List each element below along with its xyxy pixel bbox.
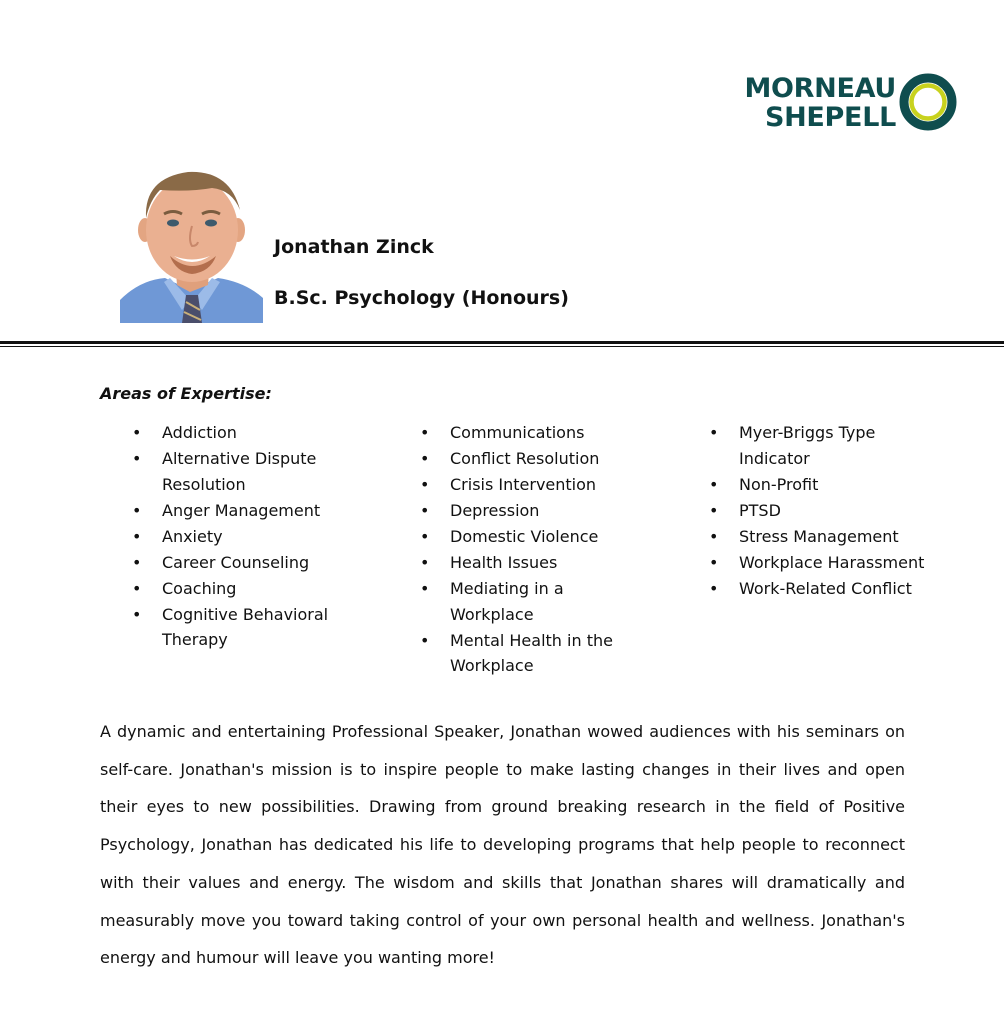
expertise-item <box>420 576 640 627</box>
bullet-icon: • <box>709 474 719 494</box>
expertise-item <box>420 498 640 524</box>
logo-wordmark <box>744 74 896 132</box>
bullet-icon: • <box>132 449 142 468</box>
bio-paragraph: A dynamic and entertaining Professional Speaker, Jonathan wowed audiences with his seminars on self-care. Jonathan's mission is to inspire people to make lasting changes in their lives and open their eyes to new possibilities. Drawing from ground breaking research in the field of Positive Psychology, Jonathan has dedicated his life to developing programs that help people to reconnect with their values and energy. The wisdom and skills that Jonathan shares will dramatically and measurably move you toward taking control of your own personal health and wellness. Jonathan's energy and humour will leave you wanting more! <box>100 722 905 968</box>
expertise-item-label: Health Issues <box>450 553 558 572</box>
expertise-item-label: Career Counseling <box>162 552 310 572</box>
expertise-item-label: Alternative Dispute Resolution <box>162 449 317 494</box>
bullet-icon: • <box>709 500 719 520</box>
expertise-column-1 <box>132 420 352 653</box>
bullet-icon: • <box>420 449 430 468</box>
bullet-icon: • <box>420 553 430 572</box>
expertise-item <box>420 446 640 472</box>
expertise-item-label: Anxiety <box>162 526 223 546</box>
bullet-icon: • <box>132 604 142 624</box>
expertise-item <box>709 524 929 550</box>
expertise-item <box>132 498 352 524</box>
expertise-item-label: PTSD <box>739 500 781 520</box>
bullet-icon: • <box>709 578 719 598</box>
expertise-item <box>132 550 352 576</box>
expertise-item-label: Myer-Briggs Type Indicator <box>739 423 876 468</box>
expertise-item <box>132 576 352 602</box>
profile-degree: B.Sc. Psychology (Honours) <box>274 287 569 309</box>
logo-ring-icon <box>898 72 958 132</box>
expertise-item <box>420 628 640 679</box>
expertise-item-label: Domestic Violence <box>450 527 599 546</box>
bullet-icon: • <box>709 526 719 546</box>
bullet-icon: • <box>132 552 142 572</box>
expertise-column-3 <box>709 420 929 602</box>
expertise-item <box>420 524 640 550</box>
expertise-item <box>132 446 352 497</box>
logo-line-2: SHEPELL <box>764 102 896 133</box>
expertise-item-label: Anger Management <box>162 500 321 520</box>
expertise-item-label: Crisis Intervention <box>450 475 597 494</box>
bullet-icon: • <box>709 552 719 572</box>
bullet-icon: • <box>132 578 142 598</box>
bullet-icon: • <box>420 501 430 520</box>
bullet-icon: • <box>420 475 430 494</box>
expertise-heading: Areas of Expertise: <box>100 384 272 403</box>
bullet-icon: • <box>132 423 142 442</box>
bullet-icon: • <box>420 527 430 546</box>
expertise-item <box>709 498 929 524</box>
bullet-icon: • <box>709 423 719 442</box>
profile-name: Jonathan Zinck <box>274 236 434 258</box>
expertise-item <box>420 472 640 498</box>
expertise-item-label: Addiction <box>162 423 237 442</box>
header-divider-thick <box>0 341 1004 344</box>
expertise-item <box>132 524 352 550</box>
expertise-item-label: Conflict Resolution <box>450 449 600 468</box>
expertise-item-label: Non-Profit <box>739 474 819 494</box>
expertise-item-label: Mediating in a Workplace <box>450 579 564 624</box>
header-divider-thin <box>0 346 1004 347</box>
expertise-item <box>709 420 929 471</box>
expertise-item-label: Depression <box>450 501 540 520</box>
expertise-column-2 <box>420 420 640 679</box>
expertise-item <box>709 576 929 602</box>
expertise-item-label: Stress Management <box>739 526 899 546</box>
expertise-item-label: Work-Related Conflict <box>739 578 912 598</box>
profile-photo <box>120 160 263 323</box>
bullet-icon: • <box>132 500 142 520</box>
expertise-item-label: Coaching <box>162 578 237 598</box>
person-portrait-icon <box>120 160 263 323</box>
expertise-item-label: Workplace Harassment <box>739 552 925 572</box>
bullet-icon: • <box>132 526 142 546</box>
expertise-item <box>420 420 640 446</box>
expertise-item <box>132 420 352 446</box>
company-logo <box>738 68 958 134</box>
expertise-item <box>709 550 929 576</box>
expertise-item <box>420 550 640 576</box>
bullet-icon: • <box>420 423 430 442</box>
bullet-icon: • <box>420 630 430 650</box>
expertise-item-label: Cognitive Behavioral Therapy <box>162 604 329 649</box>
logo-line-1: MORNEAU <box>744 73 896 104</box>
expertise-item <box>709 472 929 498</box>
expertise-item <box>132 602 352 653</box>
bullet-icon: • <box>420 579 430 598</box>
expertise-item-label: Mental Health in the Workplace <box>450 630 613 675</box>
expertise-item-label: Communications <box>450 423 585 442</box>
